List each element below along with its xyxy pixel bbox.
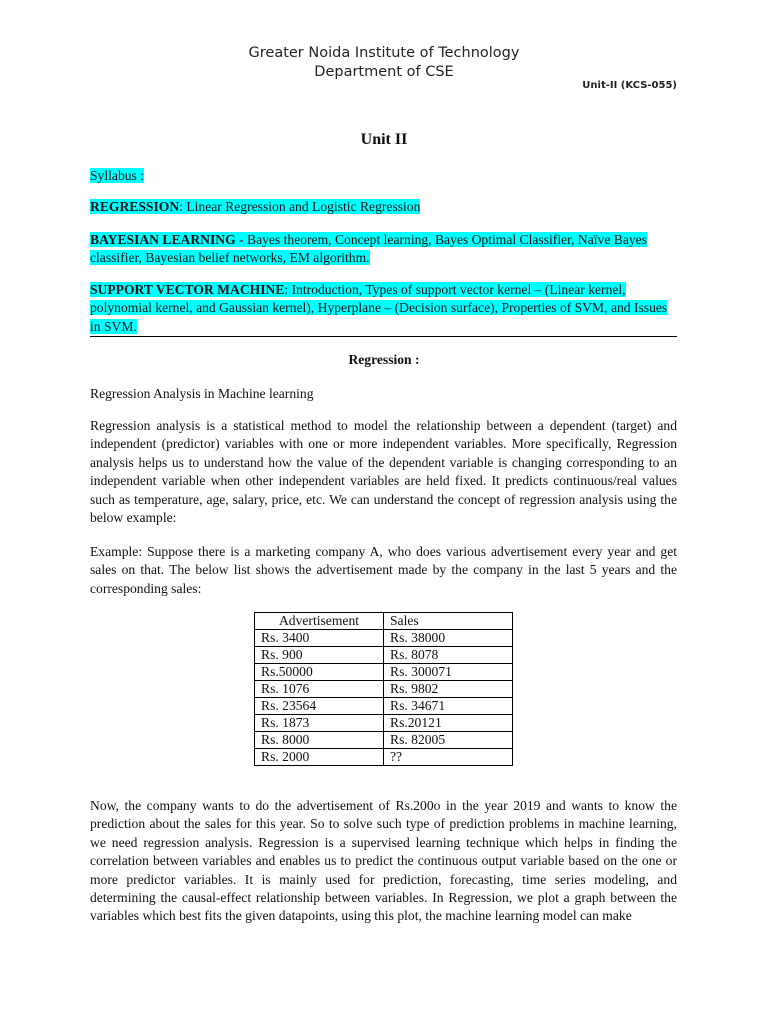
department-name: Department of CSE [314, 64, 454, 80]
table-row [255, 681, 513, 698]
table-cell-sales: Rs. 38000 [384, 630, 513, 647]
svm-term: SUPPORT VECTOR MACHINE [90, 282, 285, 297]
table-cell-advertisement: Rs. 8000 [255, 732, 384, 749]
table-row [255, 732, 513, 749]
table-row [255, 698, 513, 715]
section-heading: Regression : [348, 352, 420, 367]
unit-title: Unit II [360, 131, 408, 148]
paragraph-3: Now, the company wants to do the advertisement of Rs.200o in the year 2019 and wants to know the prediction about the sales for this year. So to solve such type of prediction problems in machine learning, we need regression analysis. Regression is a supervised learning technique which helps in finding the correlation between variables and enables us to predict the continuous output variable based on the one or more predictor variables. It is mainly used for prediction, forecasting, time series modeling, and determining the causal-effect relationship between variables. In Regression, we plot a graph between the variables which best fits the given datapoints, using this plot, the machine learning model can make [90, 798, 677, 924]
table-header-row [255, 613, 513, 630]
paragraph-1: Regression analysis is a statistical method to model the relationship between a dependent (target) and independent (predictor) variables with one or more independent variables. More specifically, Regression analysis helps us to understand how the value of the dependent variable is changing corresponding to an independent variable when other independent variables are held fixed. It predicts continuous/real values such as temperature, age, salary, price, etc. We can understand the concept of regression analysis using the below example: [90, 418, 677, 526]
table-cell-sales: Rs. 82005 [384, 732, 513, 749]
table-cell-sales: Rs. 300071 [384, 664, 513, 681]
table-cell-sales: Rs. 9802 [384, 681, 513, 698]
table-cell-sales: Rs. 34671 [384, 698, 513, 715]
regression-text: : Linear Regression and Logistic Regression [179, 199, 421, 214]
institute-name: Greater Noida Institute of Technology [248, 45, 520, 61]
table-row [255, 749, 513, 766]
table-row [255, 647, 513, 664]
table-cell-advertisement: Rs. 23564 [255, 698, 384, 715]
table-header-advertisement: Advertisement [255, 613, 384, 630]
table-cell-sales: ?? [384, 749, 513, 766]
advertisement-sales-table [254, 612, 513, 766]
table-row [255, 664, 513, 681]
table-cell-sales: Rs. 8078 [384, 647, 513, 664]
table-cell-advertisement: Rs. 2000 [255, 749, 384, 766]
table-cell-advertisement: Rs. 900 [255, 647, 384, 664]
table-cell-advertisement: Rs. 3400 [255, 630, 384, 647]
bayesian-text: - Bayes theorem, Concept learning, Bayes Optimal Classifier, Naïve Bayes classifier, Bayesian belief networks, EM algorithm. [90, 232, 647, 266]
svm-text: : Introduction, Types of support vector kernel – (Linear kernel, polynomial kernel, and Gaussian kernel), Hyperplane – (Decision surface), Properties of SVM, and Issues in SVM. [90, 282, 668, 334]
section-divider [90, 336, 677, 337]
table-row [255, 630, 513, 647]
table-header-sales: Sales [384, 613, 513, 630]
syllabus-regression [90, 198, 677, 216]
paragraph-2: Example: Suppose there is a marketing company A, who does various advertisement every year and get sales on that. The below list shows the advertisement made by the company in the last 5 years and the corresponding sales: [90, 544, 677, 596]
table-cell-advertisement: Rs.50000 [255, 664, 384, 681]
table-row [255, 715, 513, 732]
table-cell-advertisement: Rs. 1076 [255, 681, 384, 698]
syllabus-label-text: Syllabus : [90, 168, 145, 183]
section-subtitle: Regression Analysis in Machine learning [90, 386, 314, 401]
regression-term: REGRESSION [90, 199, 180, 214]
syllabus-bayesian [90, 231, 677, 268]
table-cell-sales: Rs.20121 [384, 715, 513, 732]
table-cell-advertisement: Rs. 1873 [255, 715, 384, 732]
syllabus-label [90, 167, 677, 185]
syllabus-svm [90, 281, 677, 336]
unit-code: Unit-II (KCS-055) [582, 80, 677, 91]
bayesian-term: BAYESIAN LEARNING [90, 232, 236, 247]
